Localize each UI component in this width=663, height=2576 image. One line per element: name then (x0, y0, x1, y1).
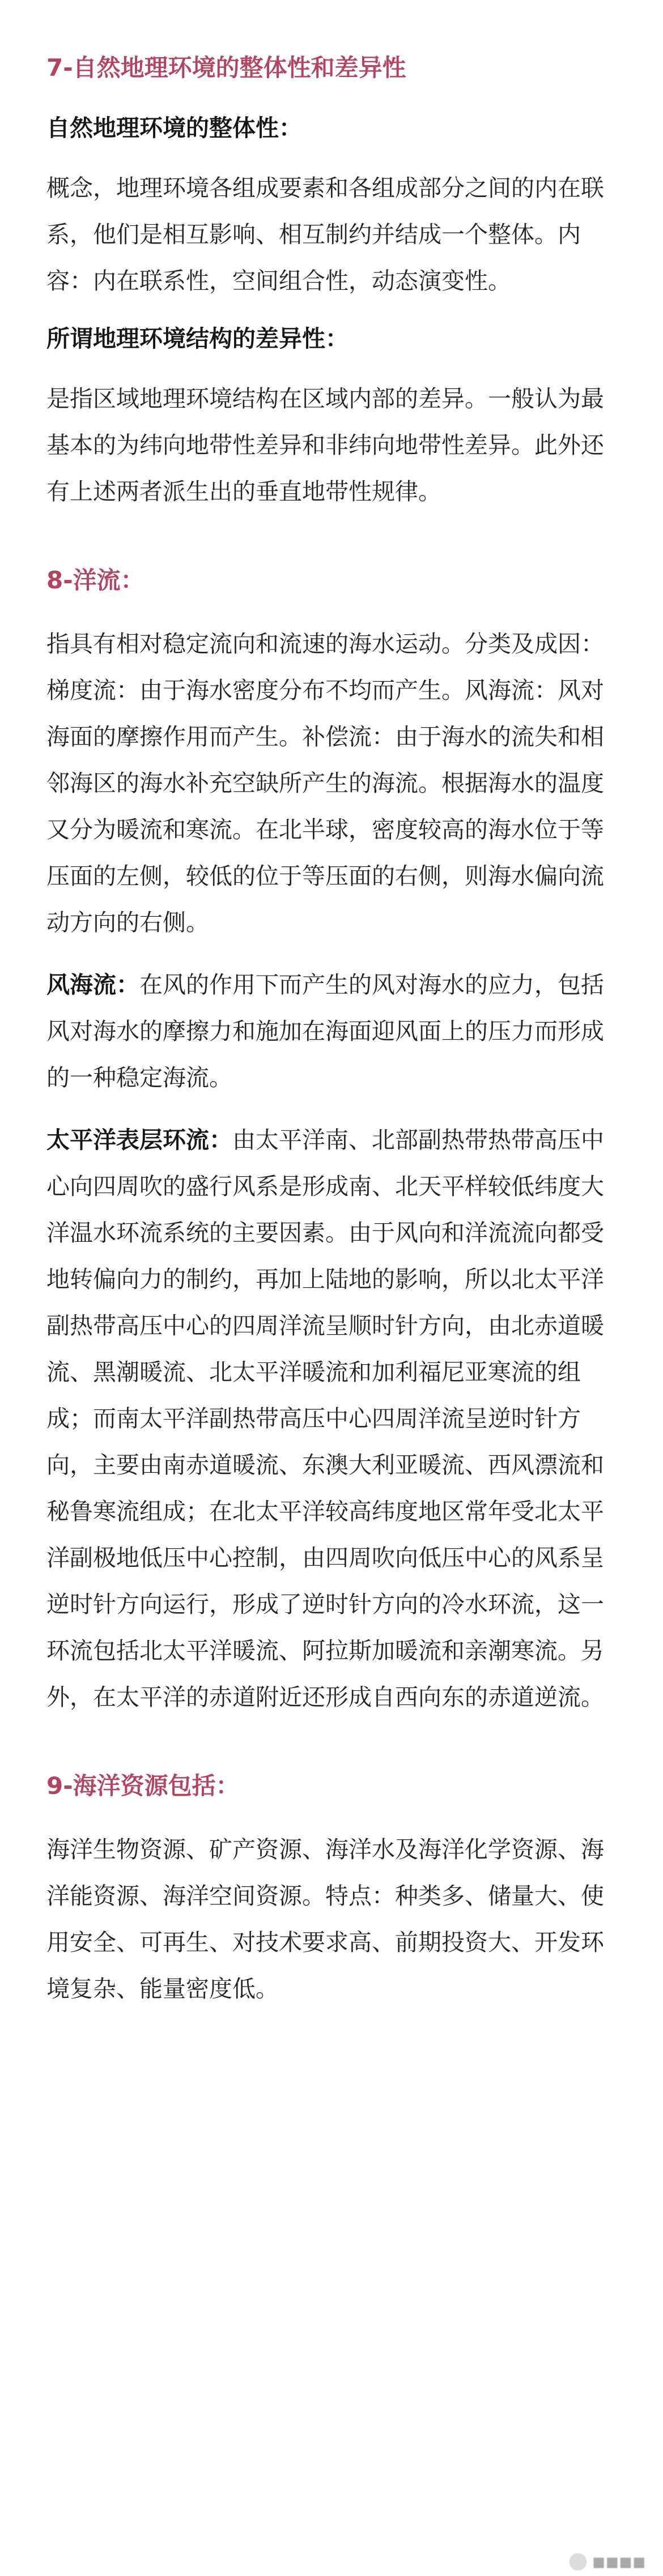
section-ocean-currents (46, 561, 616, 1720)
paragraph-wind-driven-current (46, 962, 616, 1101)
text-wind-driven-current: 在风的作用下而产生的风对海水的应力，包括风对海水的摩擦力和施加在海面迎风面上的压力而形成的一种稳定海流。 (46, 971, 604, 1091)
watermark-text: ■■■■ (592, 2554, 646, 2570)
text-pacific-surface-circulation: 由太平洋南、北部副热带热带高压中心向四周吹的盛行风系是形成南、北天平样较低纬度大洋温水环流系统的主要因素。由于风向和洋流流向都受地转偏向力的制约，再加上陆地的影响，所以北太平洋副热带高压中心的四周洋流呈顺时针方向，由北赤道暖流、黑潮暖流、北太平洋暖流和加利福尼亚寒流的组成；而南太平洋副热带高压中心四周洋流呈逆时针方向，主要由南赤道暖流、东澳大利亚暖流、西风漂流和秘鲁寒流组成；在北太平洋较高纬度地区常年受北太平洋副极地低压中心控制，由四周吹向低压中心的风系呈逆时针方向运行，形成了逆时针方向的冷水环流，这一环流包括北太平洋暖流、阿拉斯加暖流和亲潮寒流。另外，在太平洋的赤道附近还形成自西向东的赤道逆流。 (46, 1126, 604, 1711)
paragraph-ocean-current-definition: 指具有相对稳定流向和流速的海水运动。分类及成因：梯度流：由于海水密度分布不均而产生。风海流：风对海面的摩擦作用而产生。补偿流：由于海水的流失和相邻海区的海水补充空缺所产生的海流。根据海水的温度又分为暖流和寒流。在北半球，密度较高的海水位于等压面的左侧，较低的位于等压面的右侧，则海水偏向流动方向的右侧。 (46, 630, 604, 936)
subheading-integrity: 自然地理环境的整体性： (46, 114, 302, 142)
subheading-structure-difference: 所谓地理环境结构的差异性： (46, 325, 348, 352)
section-title: 7-自然地理环境的整体性和差异性 (46, 54, 406, 82)
term-wind-driven-current: 风海流： (46, 971, 139, 998)
section-marine-resources (46, 1767, 616, 2012)
section-natural-environment (46, 49, 616, 515)
paragraph-structure-difference: 是指区域地理环境结构在区域内部的差异。一般认为最基本的为纬向地带性差异和非纬向地带性差异。此外还有上述两者派生出的垂直地带性规律。 (46, 385, 604, 505)
paragraph-integrity: 概念，地理环境各组成要素和各组成部分之间的内在联系，他们是相互影响、相互制约并结成一个整体。内容：内在联系性，空间组合性，动态演变性。 (46, 174, 604, 294)
watermark (570, 2553, 646, 2570)
avatar (570, 2553, 586, 2570)
section-title: 9-海洋资源包括： (46, 1772, 240, 1800)
section-title: 8-洋流： (46, 566, 144, 594)
term-pacific-surface-circulation: 太平洋表层环流： (46, 1126, 232, 1154)
paragraph-pacific-surface-circulation (46, 1117, 616, 1720)
paragraph-marine-resources: 海洋生物资源、矿产资源、海洋水及海洋化学资源、海洋能资源、海洋空间资源。特点：种类多、储量大、使用安全、可再生、对技术要求高、前期投资大、开发环境复杂、能量密度低。 (46, 1836, 604, 2002)
article-content (46, 49, 616, 2027)
